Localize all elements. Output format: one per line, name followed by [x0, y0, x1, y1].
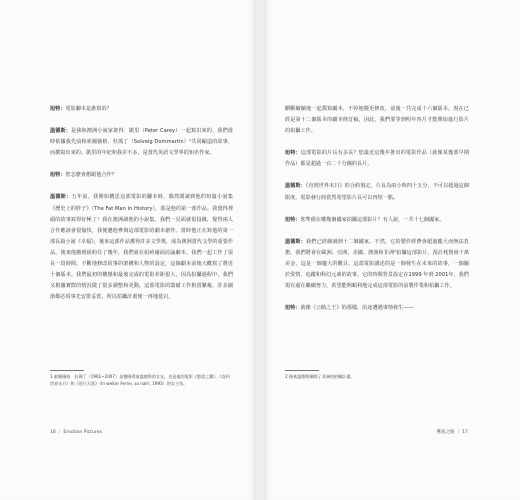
speaker-label: 溫德斯： [285, 238, 307, 245]
speaker-label: 溫德斯： [50, 128, 72, 135]
right-page-text [285, 104, 469, 325]
interview-paragraph [50, 126, 233, 159]
interview-paragraph [50, 192, 233, 303]
paragraph-text: 您準備在哪幾個國家拍攝這部影片？有人說，一共十七個國家。 [300, 216, 445, 223]
interview-paragraph [285, 303, 469, 314]
paragraph-text: 《直到世界末日》的合約規定，片長為兩小時四十五分，不可以超過這個限度。電影發行商當然希望影片長可以再短一點。 [285, 183, 469, 201]
speaker-label: 旭特： [50, 172, 66, 179]
paragraph-text: 就像《公路之王》的那樣，沿途遭遇事情發生—— [300, 305, 414, 312]
paragraph-text: 您怎麼會想跟他合作？ [65, 172, 117, 179]
speaker-label: 溫德斯： [50, 194, 72, 201]
footnote-text: 1 索爾薇格．杜瑪丁（1961~2007）是德國導演溫德斯的女友，也是他的電影《慾望之翼》、《直到世界末日》和《咫尺天涯》（In weiter Ferne, so nah!, 1993）的女主角。 [50, 374, 230, 386]
interview-paragraph [285, 215, 469, 226]
speaker-label: 旭特： [50, 106, 66, 112]
paragraph-text: 斷斷續續地一起撰寫劇本，不停地變更修改，前後一共完成十六個版本。現在已經是第十二個版本的劇本修訂稿，因此，我們要等到明年四月才能開始進行影片的拍攝工作。 [285, 106, 469, 135]
page-folio: 16 ｜ Emotion Pictures [50, 430, 102, 435]
paragraph-text: 電影腳本是誰寫的？ [65, 106, 112, 112]
left-page [0, 0, 256, 500]
speaker-label: 溫德斯： [285, 183, 306, 190]
interview-paragraph [50, 104, 233, 115]
footnote [50, 370, 233, 388]
interview-paragraph [50, 170, 233, 181]
right-page [264, 0, 520, 500]
paragraph-text: 我們已經縮減到十二個國家。不然，它的製作經費會超過龐大而無法負擔。我們將會在歐洲、亞洲、美國、澳洲和非洲²拍攝這部影片，預計耗資兩千萬美金，這是一個龐大的數目。這部電影講述的是一個發生在未來的故事，一個關於愛情、追蹤和科幻元素的故事，它的時間背景設定在1999 年到 2001年，我們現在還在繼續努力，希望能夠順利地完成這部電影的前製作業和拍攝工作。 [285, 238, 469, 290]
left-page-text [50, 104, 233, 314]
paragraph-text: 五年前，我開始構思這部電影的腳本時，偶然間讀到他的短篇小說集《歷史上的胖子》（The Fat Man in History），那是他的第一部作品，我覺得裡頭的故事寫得好極了！我在澳洲讀他的小說集，我們一見面就很投緣，覺得兩人合作應該會很愉快，我便邀他參與這部電影的劇本創作。當時他正在寫他的第一部長篇小說《幸福》，後來這部作品獲得許多文學獎，成為澳洲當代文學的重要作品。後來他搬到紐約住了幾年，我們就在紐約碰面討論劇本。我們一起工作了很長一段時間，不斷地修改故事的架構和人物的設定，這個劇本前後大概寫了將近十個版本。我們最初的構想和最後完成的電影差距很大，因為拍攝過程中，我們又根據實際的情況做了很多調整和更動。這部電影的籌備工作相當繁複，許多細節都必須事先安排妥當，所以拍攝計畫便一再地延宕。 [50, 194, 233, 301]
speaker-label: 旭特： [285, 216, 301, 223]
interview-paragraph [285, 237, 469, 292]
paragraph-text: 這部電影的片長有多長？您最近這幾年推出的電影作品（就像某幾部早期作品）都是超過一百二十分鐘的長片。 [285, 150, 469, 168]
page-folio: 導演之路 ｜ 17 [436, 430, 468, 435]
interview-paragraph [285, 104, 469, 137]
paragraph-text: 是我和澳洲小說家彼得．凱里（Peter Carey）一起寫出來的，我們當時依據我先前和索爾薇格．杜瑪丁（Solveig Dommartin）¹共同編造的故事，而撰寫出來的。凱里的年紀和我差不多，是當代英語文學界的知名作家。 [50, 128, 233, 157]
footnote-text: 2 後來溫德斯刪除了非洲的拍攝計畫。 [285, 374, 355, 379]
footnote-rule [285, 370, 319, 371]
book-gutter [256, 0, 264, 500]
speaker-label: 旭特： [285, 150, 301, 157]
footnote [285, 370, 469, 381]
footnote-rule [50, 370, 84, 371]
interview-paragraph [285, 181, 469, 203]
interview-paragraph [285, 148, 469, 170]
speaker-label: 旭特： [285, 305, 301, 312]
